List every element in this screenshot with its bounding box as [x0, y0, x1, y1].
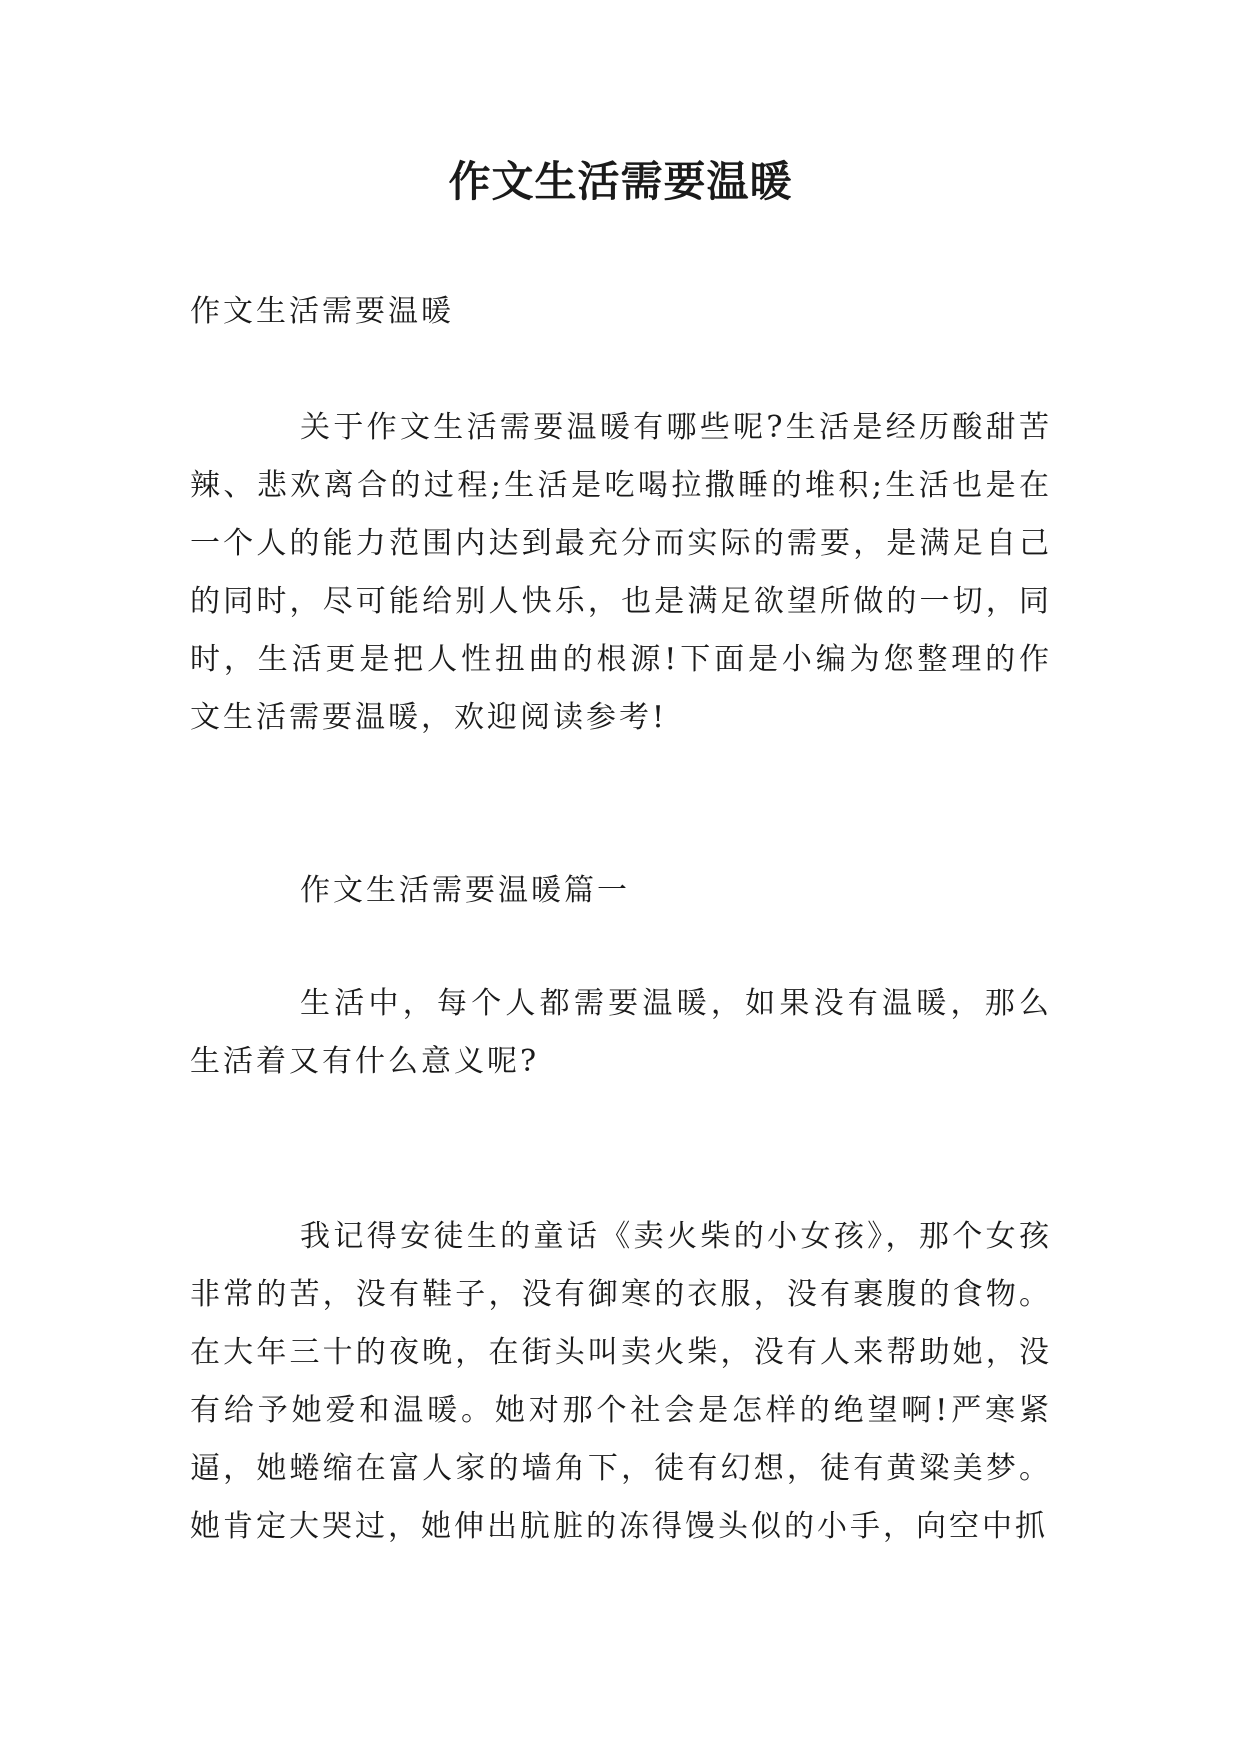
intro-paragraph: 关于作文生活需要温暖有哪些呢?生活是经历酸甜苦辣、悲欢离合的过程;生活是吃喝拉撒睡的堆积;生活也是在一个人的能力范围内达到最充分而实际的需要，是满足自己的同时，尽可能给别人快乐，也是满足欲望所做的一切，同时，生活更是把人性扭曲的根源!下面是小编为您整理的作文生活需要温暖，欢迎阅读参考!: [190, 410, 1052, 735]
document-title: 作文生活需要温暖: [448, 157, 793, 206]
document-body: [190, 283, 1052, 1556]
section-heading: 作文生活需要温暖篇一: [300, 873, 630, 908]
document-subtitle: 作文生活需要温暖: [190, 294, 454, 329]
body-paragraph: 生活中，每个人都需要温暖，如果没有温暖，那么生活着又有什么意义呢?: [190, 986, 1052, 1079]
body-paragraph: 我记得安徒生的童话《卖火柴的小女孩》，那个女孩非常的苦，没有鞋子，没有御寒的衣服，没有裹腹的食物。在大年三十的夜晚，在街头叫卖火柴，没有人来帮助她，没有给予她爱和温暖。她对那个社会是怎样的绝望啊!严寒紧逼，她蜷缩在富人家的墙角下，徒有幻想，徒有黄粱美梦。她肯定大哭过，她伸出肮脏的冻得馒头似的小手，向空中抓: [190, 1219, 1052, 1544]
